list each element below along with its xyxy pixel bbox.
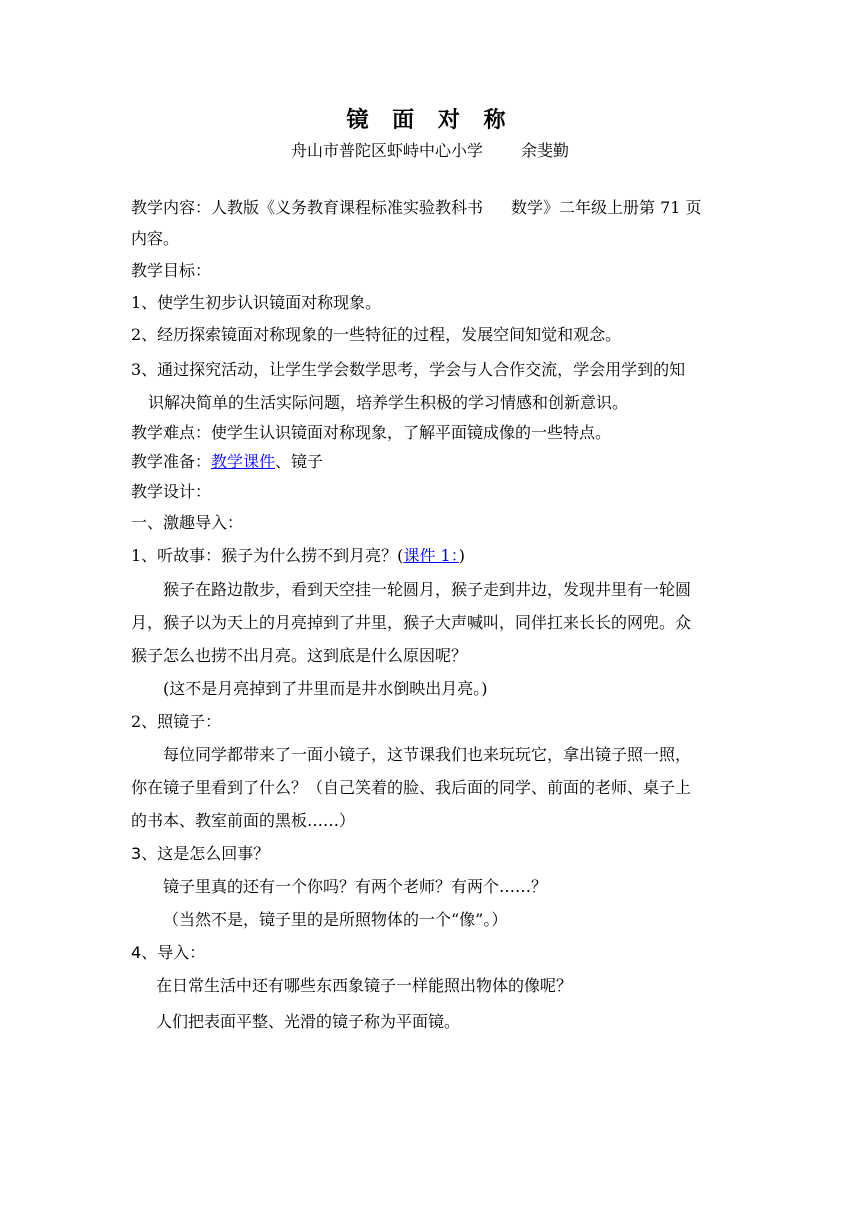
step-1-heading (131, 546, 465, 566)
step-4-line-2: 人们把表面平整、光滑的镜子称为平面镜。 (156, 1012, 461, 1031)
story-paragraph-line-1: 猴子在路边散步，看到天空挂一轮圆月，猴子走到井边，发现井里有一轮圆 (163, 580, 692, 599)
content-text-b: 数学》二年级上册第 71 页 (511, 198, 702, 217)
goal-item-2: 2、经历探索镜面对称现象的一些特征的过程，发展空间知觉和观念。 (131, 325, 622, 344)
author-name: 余斐勤 (521, 141, 570, 160)
step-1-text: 1、听故事：猴子为什么捞不到月亮？( (131, 546, 404, 565)
courseware-1-link[interactable]: 课件 1： (403, 546, 459, 565)
mirror-paragraph-line-2: 你在镜子里看到了什么？（自己笑着的脸、我后面的同学、前面的老师、桌子上 (131, 778, 692, 797)
step-3-title: 、这是怎么回事？ (141, 844, 270, 863)
step-3-question: 镜子里真的还有一个你吗？有两个老师？有两个……？ (163, 877, 548, 896)
step-4-line-1: 在日常生活中还有哪些东西象镜子一样能照出物体的像呢？ (156, 976, 573, 995)
goals-heading: 教学目标： (131, 261, 212, 280)
step-3-number: 3 (131, 844, 142, 863)
preparation-line (131, 452, 323, 472)
step-2-heading: 2、照镜子： (131, 712, 222, 731)
document-title: 镜 面 对 称 (346, 107, 514, 133)
step-3-answer: （当然不是，镜子里的是所照物体的一个“像”。） (163, 910, 508, 929)
content-line (131, 198, 702, 218)
goal-item-3-continued: 识解决简单的生活实际问题，培养学生积极的学习情感和创新意识。 (148, 393, 629, 412)
step-4-heading (131, 943, 205, 963)
step-3-heading (131, 844, 269, 864)
preparation-rest: 、镜子 (275, 452, 324, 471)
story-answer: (这不是月亮掉到了井里而是井水倒映出月亮。) (163, 679, 488, 698)
content-text-a: 教学内容：人教版《义务教育课程标准实验教科书 (131, 198, 484, 217)
goal-item-3: 3、通过探究活动，让学生学会数学思考，学会与人合作交流，学会用学到的知 (131, 360, 686, 379)
story-paragraph-line-2: 月，猴子以为天上的月亮掉到了井里，猴子大声喊叫，同伴扛来长长的网兜。众 (131, 613, 692, 632)
preparation-label: 教学准备： (131, 452, 212, 471)
content-line-continued: 内容。 (131, 229, 180, 248)
mirror-paragraph-line-3: 的书本、教室前面的黑板……） (131, 811, 356, 830)
section-1-heading: 一、激趣导入： (131, 513, 244, 532)
design-heading: 教学设计： (131, 482, 212, 501)
difficulty-line: 教学难点：使学生认识镜面对称现象，了解平面镜成像的一些特点。 (131, 423, 612, 442)
document-subtitle (0, 141, 860, 161)
courseware-link[interactable]: 教学课件 (211, 452, 276, 471)
goal-item-1: 1、使学生初步认识镜面对称现象。 (131, 293, 382, 312)
step-4-number: 4 (131, 943, 142, 962)
step-4-title: 、导入： (141, 943, 206, 962)
story-paragraph-line-3: 猴子怎么也捞不出月亮。这到底是什么原因呢？ (131, 646, 468, 665)
mirror-paragraph-line-1: 每位同学都带来了一面小镜子，这节课我们也来玩玩它，拿出镜子照一照， (163, 745, 692, 764)
step-1-close: ) (458, 546, 465, 565)
school-name: 舟山市普陀区虾峙中心小学 (290, 141, 483, 160)
